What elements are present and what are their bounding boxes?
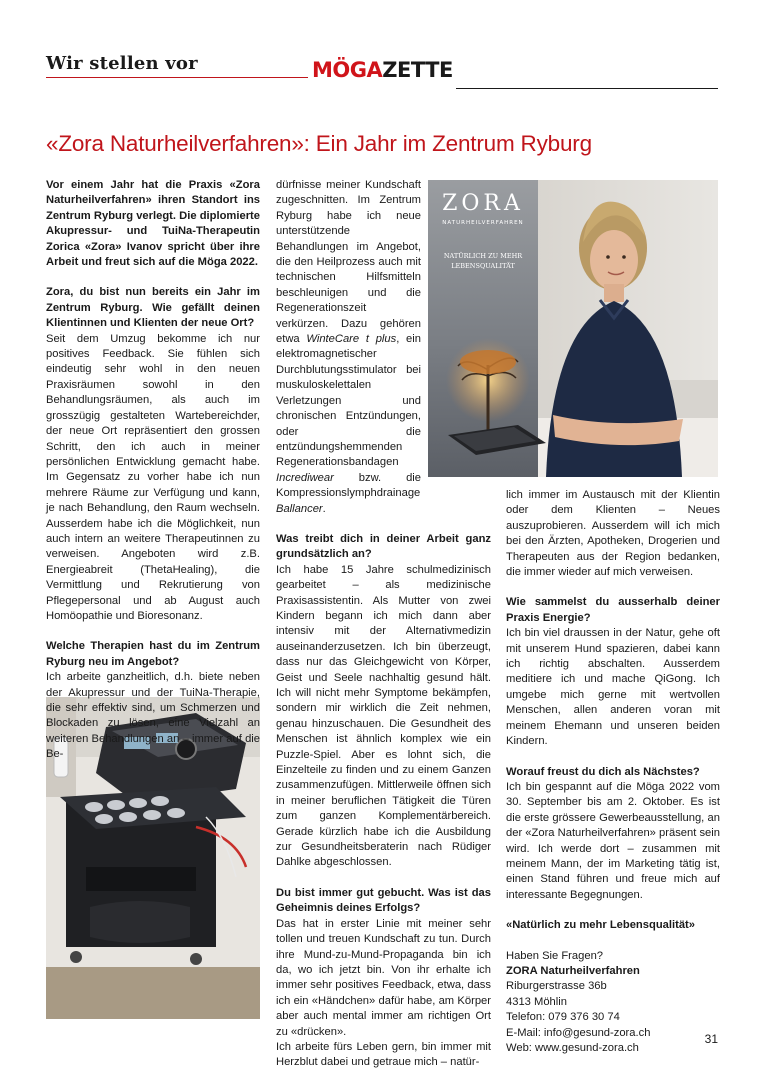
article-column-3	[506, 488, 720, 1056]
contact-name: ZORA Naturheilverfahren	[506, 964, 640, 977]
contact-city: 4313 Möhlin	[506, 995, 567, 1008]
slogan: «Natürlich zu mehr Lebensqualität»	[506, 919, 695, 932]
contact-web: Web: www.gesund-zora.ch	[506, 1042, 639, 1054]
question-6: Worauf freust du dich als Nächstes?	[506, 765, 700, 778]
contact-street: Riburgerstrasse 36b	[506, 980, 607, 993]
section-label: Wir stellen vor	[46, 53, 198, 74]
contact-box	[506, 949, 720, 1057]
intro-paragraph: Vor einem Jahr hat die Praxis «Zora Naturheilverfahren» ihren Standort ins Zentrum Ryburg verlegt. Die diplomierte Akupressur- und TuiNa-Therapeutin Zorica «Zora» Ivanov spricht über ihre Arbeit und freut sich auf die Möga 2022.	[46, 179, 260, 269]
answer-4-paragraph-1: Das hat in erster Linie mit meiner sehr tollen und treuen Kundschaft zu tun. Durch ihre Mund-zu-Mund-Propaganda bin ich da, wo ich jetzt bin. Von ihr erhalte ich immer sehr positives Feedback, etwa, dass ich ein «Händchen» dafür habe, am Körper aber auch mental immer am richtigen Ort zu «drücken».	[276, 917, 491, 1038]
header-rule-right	[456, 88, 718, 89]
question-2: Welche Therapien hast du im Zentrum Ryburg neu im Angebot?	[46, 640, 260, 668]
answer-6: Ich bin gespannt auf die Möga 2022 vom 30. September bis am 2. Oktober. Es ist die erste grössere Gewerbeausstellung, an der «Zora Naturheilverfahren» präsent sein wird. Ich werde dort – zusammen mit meinem Mann, der im Marketing tätig ist, einen Stand führen und freue mich auf interessante Begegnungen.	[506, 780, 720, 901]
answer-3: Ich habe 15 Jahre schulmedizinisch gearbeitet – als medizinische Praxisassistentin. Als Mutter von zwei Kindern begann ich mich dann aber intensiv mit der Alternativmedizin auseinanderzusetzen. Ich bin überzeugt, dass nur das Gleichgewicht von Körper, Geist und Seele nachhaltig gesund hält. Ich will nicht mehr Symptome bekämpfen, sondern mir wirklich die Zeit nehmen, genau hinzuschauen. Die Gesundheit des Menschen ist ähnlich komplex wie ein Puzzle-Spiel. Aber es lohnt sich, die Einzelteile zu finden und zu einem Ganzen zusammenzufügen. Mittlerweile öffnen sich in meiner beruflichen Tätigkeit die Türen zum ganzen Komplementärbereich. Gerade kürzlich habe ich die Ausbildung zur Gesundheitsberaterin nach Rüdiger Dahlke abgeschlossen.	[276, 563, 491, 869]
contact-email: E-Mail: info@gesund-zora.ch	[506, 1026, 651, 1039]
answer-4-continued: lich immer im Austausch mit der Klientin oder dem Klienten – Neues auszuprobieren. Ausserdem will ich mich bei den Ärzten, Apotheken, Drogerien und Therapeuten aus der Region bedanken, die immer wieder auf mich verweisen.	[506, 489, 720, 579]
answer-2-text-3: bzw. die Kompressionslymphdrainage	[276, 471, 421, 500]
contact-question: Haben Sie Fragen?	[506, 949, 604, 962]
answer-4-paragraph-2: Ich arbeite fürs Leben gern, bin immer mit Herzblut dabei und getraue mich – natür-	[276, 1040, 491, 1069]
question-4: Du bist immer gut gebucht. Was ist das Geheimnis deines Erfolgs?	[276, 886, 491, 915]
answer-2-start: Ich arbeite ganzheitlich, d.h. biete neben der Akupressur und der TuiNa-Therapie, die sehr effektiv sind, um Schmerzen und Blockaden zu lösen, eine Vielzahl an weiteren Behandlungen an – immer auf die Be-	[46, 671, 260, 761]
answer-2-text-1: dürfnisse meiner Kundschaft zugeschnitten. Im Zentrum Ryburg habe ich neue unterstützende Behandlungen im Angebot, die den Heilprozess auch mit technischen Hilfsmitteln beschleunigen und die Regenerationszeit verkürzen. Dazu gehören etwa	[276, 179, 421, 346]
answer-2-continued	[276, 178, 421, 517]
banner-tagline-2: LEBENSQUALITÄT	[451, 262, 515, 270]
banner-tagline-1: NATÜRLICH ZU MEHR	[443, 252, 523, 260]
product-incrediwear: Incrediwear	[276, 471, 334, 484]
contact-phone: Telefon: 079 376 30 74	[506, 1011, 620, 1024]
logo-moga: MÖGA	[312, 58, 383, 82]
article-column-2	[276, 178, 491, 1071]
logo-zette: ZETTE	[382, 58, 453, 82]
question-3: Was treibt dich in deiner Arbeit ganz grundsätzlich an?	[276, 532, 491, 561]
answer-5: Ich bin viel draussen in der Natur, gehe oft mit unserem Hund spazieren, dabei kann ich richtig abschalten. Ausserdem meditiere ich und mache QiGong. Ich umgebe mich gerne mit wertvollen Menschen, allen anderen voran mit meinem Ehemann und unseren beiden Kindern.	[506, 627, 720, 748]
mogazette-logo	[312, 60, 453, 81]
answer-2-text-2: , ein elektromagnetischer Durchblutungsstimulator bei muskuloskelettalen Verletzungen und chronischen Entzündungen, oder die entzündungshemmenden Regenerationsbandagen	[276, 333, 421, 469]
page-number: 31	[704, 1032, 718, 1046]
header-rule-left	[46, 77, 308, 78]
answer-2-text-4: .	[322, 502, 326, 515]
question-5: Wie sammelst du ausserhalb deiner Praxis Energie?	[506, 596, 720, 624]
question-1: Zora, du bist nun bereits ein Jahr im Zentrum Ryburg. Wie gefällt deinen Klientinnen und Klienten der neue Ort?	[46, 286, 260, 330]
product-ballancer: Ballancer	[276, 502, 323, 515]
product-wintecare: WinteCare t plus	[306, 333, 397, 346]
article-column-1	[46, 178, 260, 763]
banner-brand-text: ZORA	[442, 191, 524, 216]
banner-sub-text: NATURHEILVERFAHREN	[442, 220, 524, 226]
answer-1: Seit dem Umzug bekomme ich nur positives Feedback. Sie fühlen sich eindeutig sehr wohl in den neuen Praxisräumen sowohl in den Behandlungsräumen, als auch im grosszügig gestalteten Wartebereichder, der neue Ort repräsentiert den grossen Schritt, den ich auch in meiner persönlichen Entwicklung gemacht habe. Im Gegensatz zu vorher habe ich nun mehrere Räume zur Verfügung und kann, je nach Behandlung, den Raum wechseln. Ausserdem habe ich die Möglichkeit, nun auch intern an weitere Therapeutinnen zu verweisen. Angeboten wird z.B. Energieabreit (ThetaHealing), die Vermittlung und Rekrutierung von Pflegepersonal und ab August auch Homöopathie und Bioresonanz.	[46, 332, 260, 622]
article-headline: «Zora Naturheilverfahren»: Ein Jahr im Zentrum Ryburg	[46, 131, 592, 156]
